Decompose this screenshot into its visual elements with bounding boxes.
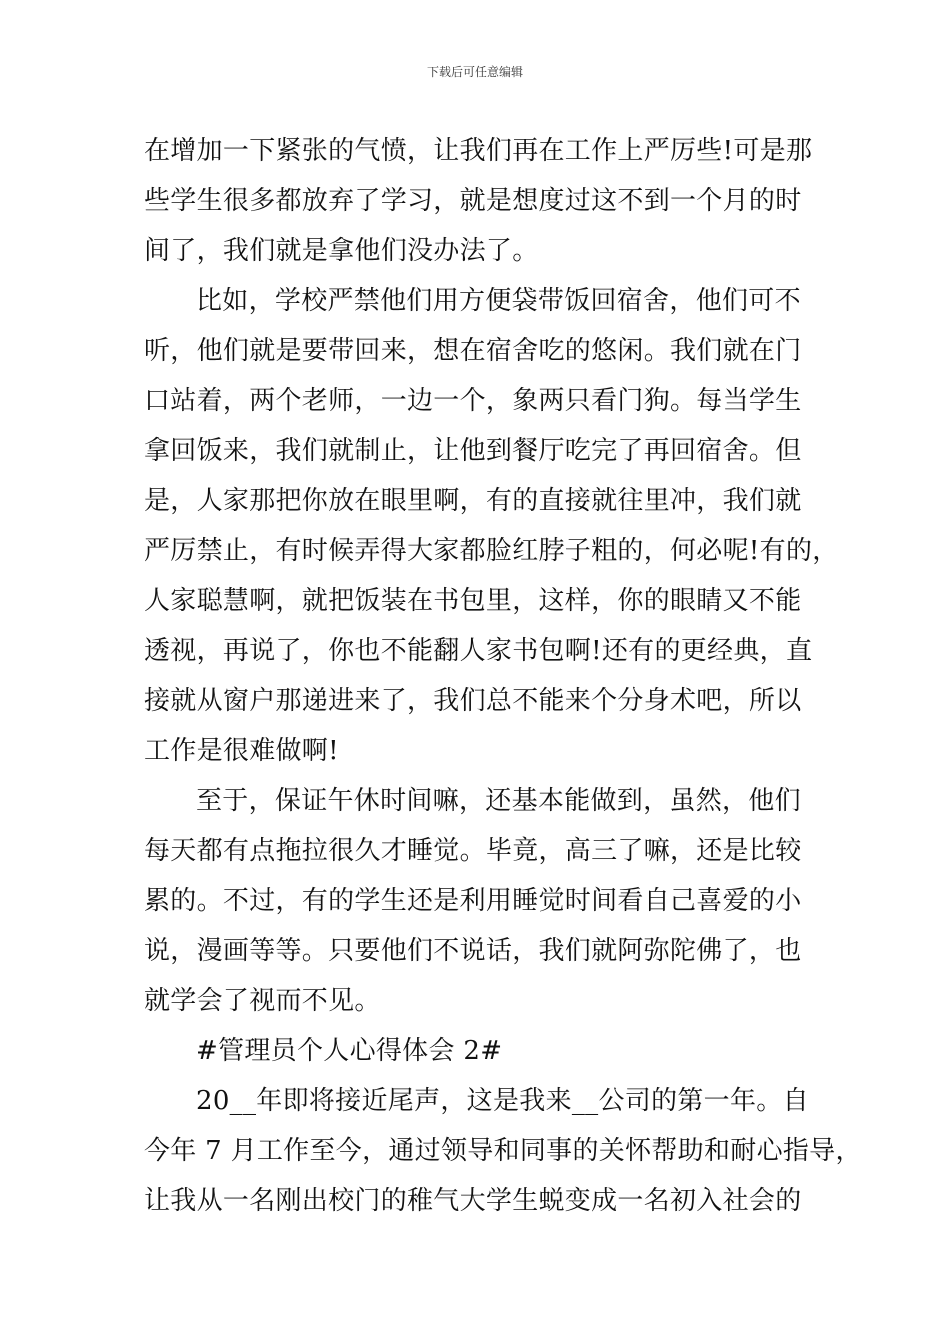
section-heading: #管理员个人心得体会 2# — [196, 1036, 503, 1066]
body-line: 让我从一名刚出校门的稚气大学生蜕变成一名初入社会的 — [144, 1186, 802, 1216]
body-line: 至于，保证午休时间嘛，还基本能做到，虽然，他们 — [196, 786, 801, 816]
body-line: 些学生很多都放弃了学习，就是想度过这不到一个月的时 — [144, 186, 802, 216]
body-line: 口站着，两个老师，一边一个，象两只看门狗。每当学生 — [144, 386, 802, 416]
body-line: 是，人家那把你放在眼里啊，有的直接就往里冲，我们就 — [144, 486, 802, 516]
body-line: 工作是很难做啊! — [144, 736, 339, 766]
body-line: 接就从窗户那递进来了，我们总不能来个分身术吧，所以 — [144, 686, 802, 716]
body-line: 透视，再说了，你也不能翻人家书包啊!还有的更经典，直 — [144, 636, 813, 666]
body-line: 拿回饭来，我们就制止，让他到餐厅吃完了再回宿舍。但 — [144, 436, 802, 466]
body-line: 在增加一下紧张的气愤，让我们再在工作上严厉些!可是那 — [144, 136, 813, 166]
body-line: 20__年即将接近尾声，这是我来__公司的第一年。自 — [196, 1086, 809, 1116]
body-line: 每天都有点拖拉很久才睡觉。毕竟，高三了嘛，还是比较 — [144, 836, 802, 866]
body-line: 人家聪慧啊，就把饭装在书包里，这样，你的眼睛又不能 — [144, 586, 802, 616]
document-body — [144, 126, 862, 1226]
body-line: 累的。不过，有的学生还是利用睡觉时间看自己喜爱的小 — [144, 886, 802, 916]
page-header-watermark: 下载后可任意编辑 — [426, 65, 523, 79]
body-line: 今年 7 月工作至今，通过领导和同事的关怀帮助和耐心指导， — [144, 1136, 862, 1166]
body-line: 间了，我们就是拿他们没办法了。 — [144, 236, 539, 266]
body-line: 严厉禁止，有时候弄得大家都脸红脖子粗的，何必呢!有的， — [144, 536, 839, 566]
body-line: 就学会了视而不见。 — [144, 986, 381, 1016]
body-line: 比如，学校严禁他们用方便袋带饭回宿舍，他们可不 — [196, 286, 801, 316]
body-line: 说，漫画等等。只要他们不说话，我们就阿弥陀佛了，也 — [144, 936, 802, 966]
body-line: 听，他们就是要带回来，想在宿舍吃的悠闲。我们就在门 — [144, 336, 802, 366]
